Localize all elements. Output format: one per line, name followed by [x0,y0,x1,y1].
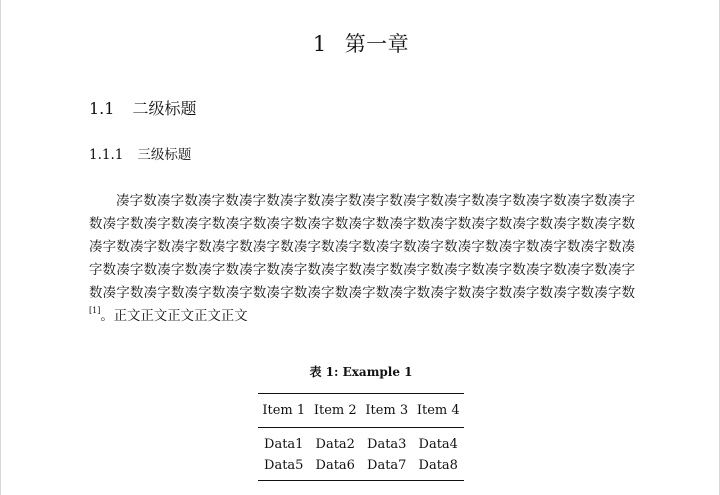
table-header-row [258,394,464,428]
table-cell: Data1 [264,436,304,452]
table-cell: Data6 [315,457,355,473]
table-header-cell: Item 4 [413,394,465,428]
body-paragraph [89,190,635,328]
table-cell: Data4 [418,436,458,452]
table-caption: 表 1: Example 1 [309,365,413,379]
body-tail-text: 。正文正文正文正文正文 [100,309,248,324]
table-cell: Data2 [315,436,355,452]
section-heading [89,98,196,120]
subsection-number: 1.1.1 [89,147,124,163]
table-cell: Data3 [367,436,407,452]
section-number: 1.1 [89,99,115,118]
chapter-number: 1 [312,32,327,56]
table-header-cell: Item 3 [361,394,413,428]
chapter-title-text: 第一章 [344,32,410,56]
table-row [258,454,464,481]
citation-link[interactable]: [1] [89,305,101,315]
filler-text: 凑字数凑字数凑字数凑字数凑字数凑字数凑字数凑字数凑字数凑字数凑字数凑字数凑字数凑字数凑字数凑字数凑字数凑字数凑字数凑字数凑字数凑字数凑字数凑字数凑字数凑字数凑字数凑字数凑字数凑字数凑字数凑字数凑字数凑字数凑字数凑字数凑字数凑字数凑字数凑字数凑字数凑字数凑字数凑字数凑字数凑字数凑字数凑字数凑字数凑字数凑字数凑字数凑字数凑字数凑字数凑字数凑字数凑字数凑字数凑字数凑字数凑字数凑字数凑字数凑字数凑字数 [89,194,635,301]
subsection-title-text: 三级标题 [137,147,192,163]
data-table [258,393,464,481]
chapter-heading [1,30,720,58]
table-header-cell: Item 2 [310,394,362,428]
subsection-heading [89,146,191,164]
section-title-text: 二级标题 [132,99,197,118]
table-header-cell: Item 1 [258,394,310,428]
table-cell: Data8 [418,457,458,473]
table-cell: Data7 [367,457,407,473]
table-cell: Data5 [264,457,304,473]
table-row [258,428,464,455]
